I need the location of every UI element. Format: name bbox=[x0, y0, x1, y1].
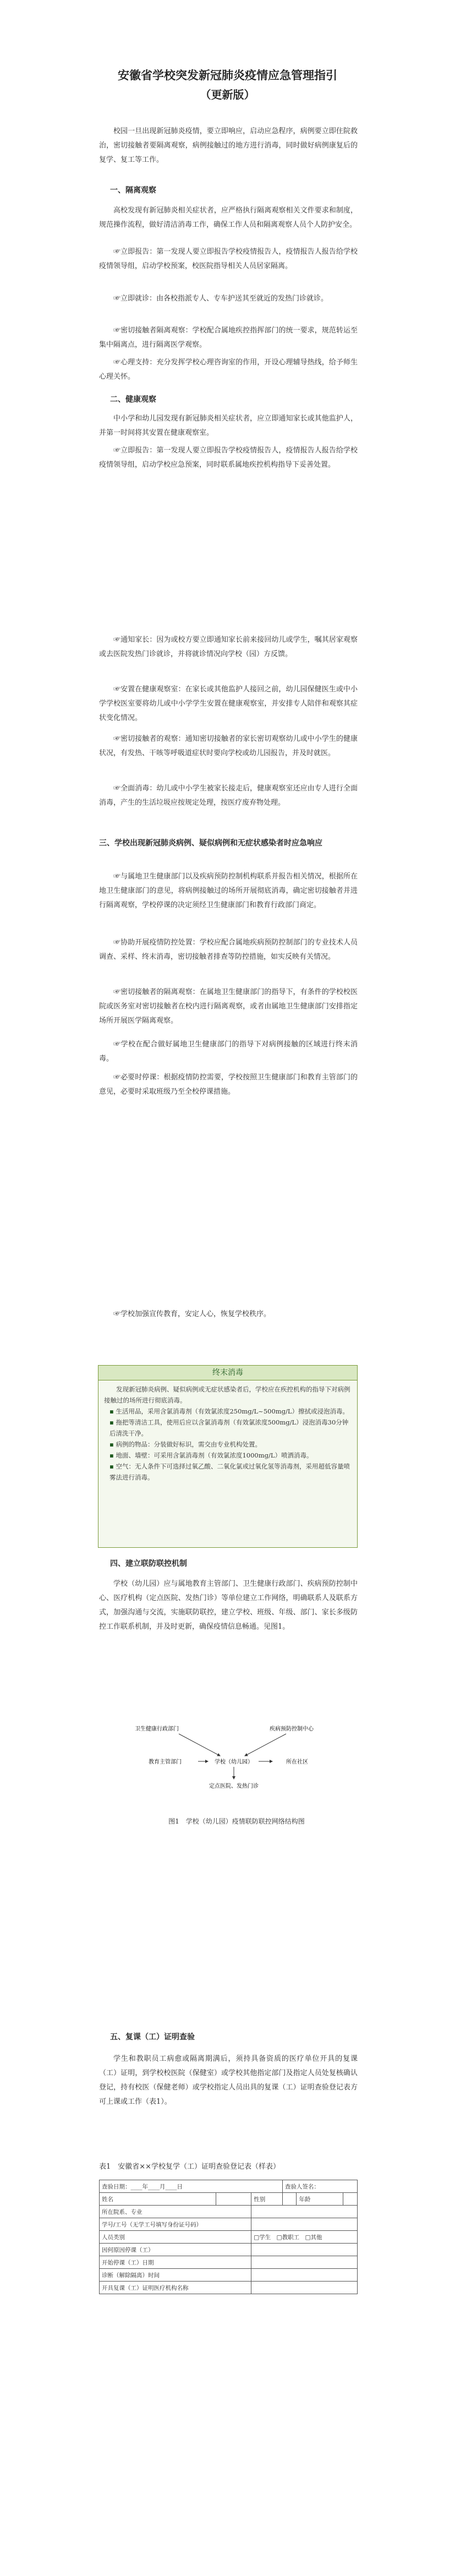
table-cell-label: 开始停课（工）日期 bbox=[100, 2256, 251, 2269]
table-cell-label: 人员类别 bbox=[100, 2231, 251, 2244]
section-1-heading: 一、隔离观察 bbox=[110, 186, 156, 195]
section-3-bullet-suspend: ☞ 必要时停课：根据疫情防控需要，学校按照卫生健康部门和教育主管部门的意见，必要时采取班级乃至全校停课措施。 bbox=[99, 1071, 358, 1099]
table-cell-label: 诊断（解除隔离）时间 bbox=[100, 2269, 251, 2282]
table-cell[interactable] bbox=[216, 2193, 251, 2206]
diagram-node-edu-dept: 教育主管部门 bbox=[149, 1759, 182, 1765]
terminal-disinfection-box bbox=[98, 1365, 358, 1548]
notice-item: ▪ 生活用品，采用含氯消毒剂（有效氯浓度250mg/L~500mg/L）擦拭或浸泡消毒。 bbox=[104, 1406, 352, 1417]
table-row bbox=[100, 2256, 358, 2269]
intro-paragraph: 校园一旦出现新冠肺炎疫情，要立即响应，启动应急程序，病例要立即住院救治，密切接触者要隔离观察，病例接触过的地方进行消毒，同时做好病例康复后的复学、复工等工作。 bbox=[99, 127, 358, 164]
diagram-link bbox=[179, 1734, 220, 1756]
notice-item: ▪ 地面、墙壁：可采用含氯消毒剂（有效氯浓度1000mg/L）喷洒消毒。 bbox=[104, 1450, 352, 1461]
table-caption: 表1 安徽省××学校复学（工）证明查验登记表（样表） bbox=[99, 2163, 281, 2171]
section-1-bullet-contacts: ☞ 密切接触者隔离观察：学校配合属地疾控指挥部门的统一要求，规范转运至集中隔离点，进行隔离医学观察。 bbox=[99, 324, 358, 352]
notice-item: ▪ 病例的物品：分装做好标识，需交由专业机构处置。 bbox=[104, 1439, 352, 1450]
table-row bbox=[100, 2218, 358, 2231]
table-cell: 性别 bbox=[251, 2193, 283, 2206]
section-2-bullet-report: ☞ 立即报告：第一发现人要立即报告学校疫情报告人，疫情报告人报告给学校疫情领导组，启动学校应急预案，同时联系属地疾控机构指导下妥善处置。 bbox=[99, 444, 358, 472]
network-diagram bbox=[127, 1717, 330, 1800]
table-cell: 姓名 bbox=[100, 2193, 216, 2206]
diagram-node-hospital: 定点医院、发热门诊 bbox=[209, 1783, 259, 1789]
document-subtitle: （更新版） bbox=[200, 88, 255, 101]
table-cell-value[interactable] bbox=[251, 2269, 358, 2282]
section-5-paragraph: 学生和教职员工病愈或隔离期满后，须持具备资质的医疗单位开具的复课（工）证明，到学校校医院（保健室）或学校其他指定部门及指定人员处复核确认登记，持有校医（保健老师）或学校指定人员出具的复课（工）证明查验登记表方可上课或工作（表1）。 bbox=[99, 2055, 358, 2106]
diagram-node-health-dept: 卫生健康行政部门 bbox=[135, 1726, 179, 1732]
table-cell: 年龄 bbox=[297, 2193, 343, 2206]
section-1-bullet-report: ☞ 立即报告：第一发现人要立即报告学校疫情报告人，疫情报告人报告给学校疫情领导组，启动学校预案，校医院指导相关人员居家隔离。 bbox=[99, 245, 358, 274]
document-title: 安徽省学校突发新冠肺炎疫情应急管理指引 bbox=[118, 68, 337, 82]
notice-item: ▪ 拖把等清洁工具，使用后应以含氯消毒剂（有效氯浓度500mg/L）浸泡消毒30分钟后清洗干净。 bbox=[104, 1417, 352, 1439]
table-row bbox=[100, 2180, 358, 2193]
table-row bbox=[100, 2193, 358, 2206]
table-row bbox=[100, 2282, 358, 2294]
table-cell[interactable] bbox=[343, 2193, 358, 2206]
section-2-bullet-disinfect: ☞ 全面消毒：幼儿或中小学生被家长接走后，健康观察室还应由专人进行全面消毒，产生的生活垃圾应按规定处理，按医疗废弃物处理。 bbox=[99, 782, 358, 810]
section-2-paragraph: 中小学和幼儿园发现有新冠肺炎相关症状者，应立即通知家长或其他监护人，并第一时间将其安置在健康观察室。 bbox=[99, 414, 358, 437]
notice-item: ▪ 空气：无人条件下可选择过氧乙酸、二氧化氯或过氧化氢等消毒剂，采用超低容量喷雾法进行消毒。 bbox=[104, 1461, 352, 1483]
table-cell-value[interactable]: □学生 □教职工 □其他 bbox=[251, 2231, 358, 2244]
table-row bbox=[100, 2269, 358, 2282]
table-cell[interactable] bbox=[282, 2193, 296, 2206]
table-cell-label: 开具复课（工）证明医疗机构名称 bbox=[100, 2282, 251, 2294]
section-3-bullet-order: ☞ 学校加强宣传教育，安定人心，恢复学校秩序。 bbox=[99, 1307, 358, 1322]
section-2-heading: 二、健康观察 bbox=[110, 395, 156, 404]
table-row bbox=[100, 2206, 358, 2218]
table-cell: 查验日期：____年____月____日 bbox=[100, 2180, 283, 2193]
section-3-bullet-cooperate: ☞ 协助开展疫情防控处置：学校应配合属地疾病预防控制部门的专业技术人员调查、采样、终末消毒，密切接触者排查等防控措施，如实反映有关情况。 bbox=[99, 936, 358, 964]
verification-form-table bbox=[99, 2180, 358, 2294]
section-3-bullet-isolation: ☞ 密切接触者的隔离观察：在属地卫生健康部门的指导下，有条件的学校校医院或医务室对密切接触者在校内进行隔离观察，或者由属地卫生健康部门安排指定场所开展医学隔离观察。 bbox=[99, 985, 358, 1028]
table-row bbox=[100, 2244, 358, 2256]
table-cell-label: 学号/工号（无学工号填写身份证号码） bbox=[100, 2218, 251, 2231]
section-3-heading: 三、学校出现新冠肺炎病例、疑似病例和无症状感染者时应急响应 bbox=[99, 839, 322, 848]
diagram-node-cdc: 疾病预防控制中心 bbox=[270, 1726, 314, 1732]
section-4-paragraph: 学校（幼儿园）应与属地教育主管部门、卫生健康行政部门、疾病预防控制中心、医疗机构（定点医院、发热门诊）等单位建立工作网络，明确联系人及联系方式，加强沟通与交流，实施联防联控，建立学校、班级、年级、部门、家长多级防控工作联系机制，并及时更新，确保疫情信息畅通。见图1。 bbox=[99, 1580, 358, 1631]
section-1-bullet-psych: ☞ 心理支持：充分发挥学校心理咨询室的作用，开设心理辅导热线，给予师生心理关怀。 bbox=[99, 356, 358, 384]
diagram-node-community: 所在社区 bbox=[286, 1759, 308, 1765]
table-cell-value[interactable] bbox=[251, 2282, 358, 2294]
section-3-bullet-terminal: ☞ 学校在配合做好属地卫生健康部门的指导下对病例接触的区域进行终末消毒。 bbox=[99, 1038, 358, 1066]
notice-intro: 发现新冠肺炎病例、疑似病例或无症状感染者后，学校应在疾控机构的指导下对病例接触过的场所进行彻底消毒。 bbox=[104, 1385, 350, 1404]
table-cell-label: 因何原因停课（工） bbox=[100, 2244, 251, 2256]
section-2-bullet-parents: ☞ 通知家长：因为或校方要立即通知家长前来接回幼儿或学生，嘱其居家观察或去医院发热门诊就诊，并将就诊情况向学校（园）方反馈。 bbox=[99, 633, 358, 662]
diagram-node-school: 学校（幼儿园） bbox=[215, 1759, 253, 1765]
section-5-heading: 五、复课（工）证明查验 bbox=[110, 2033, 195, 2042]
table-cell-value[interactable] bbox=[251, 2206, 358, 2218]
section-1-paragraph: 高校发现有新冠肺炎相关症状者，应严格执行隔离观察相关文件要求和制度，规范操作流程，做好清洁消毒工作，确保工作人员和隔离观察人员个人防护安全。 bbox=[99, 206, 358, 229]
table-cell: 查验人签名： bbox=[282, 2180, 357, 2193]
table-cell-value[interactable] bbox=[251, 2218, 358, 2231]
section-2-bullet-room: ☞ 安置在健康观察室：在家长或其他监护人接回之前，幼儿园保健医生或中小学学校医室要将幼儿或中小学学生安置在健康观察室，并安排专人陪伴和观察其症状变化情况。 bbox=[99, 683, 358, 725]
table-row bbox=[100, 2231, 358, 2244]
section-3-bullet-report: ☞ 与属地卫生健康部门以及疾病预防控制机构联系并报告相关情况，根据所在地卫生健康部门的意见，将病例接触过的场所开展彻底消毒，确定密切接触者并进行隔离观察，学校停课的决定须经卫生健康部门和教育行政部门商定。 bbox=[99, 870, 358, 913]
diagram-link bbox=[245, 1734, 286, 1756]
figure-caption: 图1 学校（幼儿园）疫情联防联控网络结构图 bbox=[168, 1818, 305, 1825]
table-cell-value[interactable] bbox=[251, 2244, 358, 2256]
table-cell-label: 所在院系、专业 bbox=[100, 2206, 251, 2218]
notice-heading: 终末消毒 bbox=[98, 1366, 357, 1380]
section-1-bullet-clinic: ☞ 立即就诊：由各校指派专人、专车护送其至就近的发热门诊就诊。 bbox=[99, 292, 358, 306]
table-cell-value[interactable] bbox=[251, 2256, 358, 2269]
section-4-heading: 四、建立联防联控机制 bbox=[110, 1559, 187, 1568]
section-2-bullet-contacts: ☞ 密切接触者的观察：通知密切接触者的家长密切观察幼儿或中小学生的健康状况，有发热、干咳等呼吸道症状时要向学校或幼儿园报告，并及时就医。 bbox=[99, 732, 358, 761]
